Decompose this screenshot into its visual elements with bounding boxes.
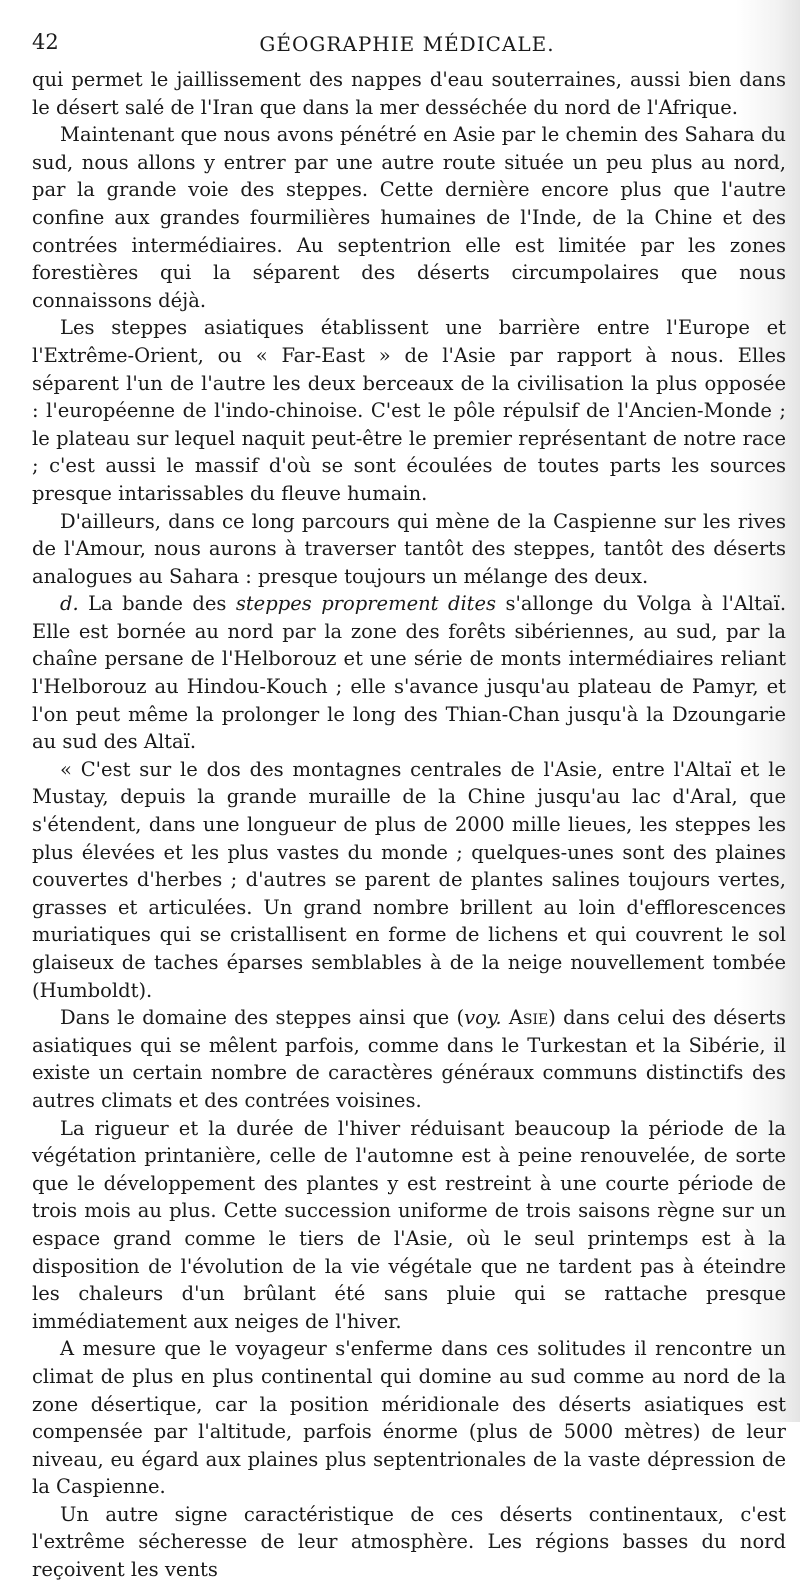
body-text bbox=[32, 66, 786, 1584]
paragraph-5-italic: steppes proprement dites bbox=[235, 592, 497, 616]
paragraph-4: D'ailleurs, dans ce long parcours qui mène de la Caspienne sur les rives de l'Amour, nous aurons à traverser tantôt des steppes, tantôt des déserts analogues au Sahara : presque toujours un mélange des deux. bbox=[32, 509, 786, 588]
paragraph-9: A mesure que le voyageur s'enferme dans ces solitudes il rencontre un climat de plus en plus continental qui domine au sud comme au nord de la zone désertique, car la position méridionale des déserts asiatiques est compensée par l'altitude, parfois énorme (plus de 5000 mètres) de leur niveau, eu égard aux plaines plus septentrionales de la vaste dépression de la Caspienne. bbox=[32, 1337, 786, 1499]
section-marker: d. bbox=[60, 592, 79, 616]
asie-cross-reference: Asie bbox=[508, 1006, 549, 1030]
paragraph-5-lead: La bande des bbox=[88, 592, 227, 616]
paragraph-1: qui permet le jaillissement des nappes d'eau souterraines, aussi bien dans le désert salé de l'Iran que dans la mer desséchée du nord de l'Afrique. bbox=[32, 68, 786, 119]
paragraph-6: « C'est sur le dos des montagnes centrales de l'Asie, entre l'Altaï et le Mustay, depuis la grande muraille de la Chine jusqu'au lac d'Aral, que s'étendent, dans une longueur de plus de 2000 mille lieues, les steppes les plus élevées et les plus vastes du monde ; quelques-unes sont des plaines couvertes d'herbes ; d'autres se parent de plantes salines toujours vertes, grasses et articulées. Un grand nombre brillent au loin d'efflorescences muriatiques qui se cristallisent en forme de lichens et qui couvrent le sol glaiseux de taches éparses semblables à de la neige nouvellement tombée (Humboldt). bbox=[32, 757, 786, 1002]
page-number: 42 bbox=[32, 30, 59, 54]
page-header bbox=[32, 30, 782, 60]
voy-abbreviation: voy. bbox=[464, 1006, 502, 1030]
paragraph-10: Un autre signe caractéristique de ces déserts continentaux, c'est l'extrême sécheresse de leur atmosphère. Les régions basses du nord reçoivent les vents bbox=[32, 1502, 786, 1582]
paragraph-2: Maintenant que nous avons pénétré en Asie par le chemin des Sahara du sud, nous allons y entrer par une autre route située un peu plus au nord, par la grande voie des steppes. Cette dernière encore plus que l'autre confine aux grandes fourmilières humaines de l'Inde, de la Chine et des contrées intermédiaires. Au septentrion elle est limitée par les zones forestières qui la séparent des déserts circumpolaires que nous connaissons déjà. bbox=[32, 123, 786, 312]
paragraph-7 bbox=[32, 1004, 786, 1114]
paragraph-5-body: s'allonge du Volga à l'Altaï. Elle est bornée au nord par la zone des forêts sibériennes, au sud, par la chaîne persane de l'Helborouz et une série de monts intermédiaires reliant l'Helborouz au Hindou-Kouch ; elle s'avance jusqu'au plateau de Pamyr, et l'on peut même la prolonger le long des Thian-Chan jusqu'à la Dzoungarie au sud des Altaï. bbox=[32, 592, 787, 754]
paragraph-5 bbox=[32, 590, 786, 756]
paragraph-8: La rigueur et la durée de l'hiver réduisant beaucoup la période de la végétation printanière, celle de l'automne est à peine renouvelée, de sorte que le développement des plantes y est restreint à une courte période de trois mois au plus. Cette succession uniforme de trois saisons règne sur un espace grand comme le tiers de l'Asie, où le seul printemps est à la disposition de l'évolution de la vie végétale que ne tardent pas à éteindre les chaleurs d'un brûlant été sans pluie qui se rattache presque immédiatement aux neiges de l'hiver. bbox=[32, 1116, 786, 1333]
paragraph-3: Les steppes asiatiques établissent une barrière entre l'Europe et l'Extrême-Orient, ou « Far-East » de l'Asie par rapport à nous. Elles séparent l'un de l'autre les deux berceaux de la civilisation la plus opposée : l'européenne de l'indo-chinoise. C'est le pôle répulsif de l'Ancien-Monde ; le plateau sur lequel naquit peut-être le premier représentant de notre race ; c'est aussi le massif d'où se sont écoulées de toutes parts les sources presque intarissables du fleuve humain. bbox=[32, 316, 786, 505]
running-head: GÉOGRAPHIE MÉDICALE. bbox=[259, 32, 555, 56]
paragraph-7-lead: Dans le domaine des steppes ainsi que ( bbox=[60, 1006, 465, 1030]
paragraph-7-body: ) dans celui des déserts asiatiques qui se mêlent parfois, comme dans le Turkestan et la Sibérie, il existe un certain nombre de caractères généraux communs distinctifs des autres climats et des contrées voisines. bbox=[32, 1006, 786, 1112]
